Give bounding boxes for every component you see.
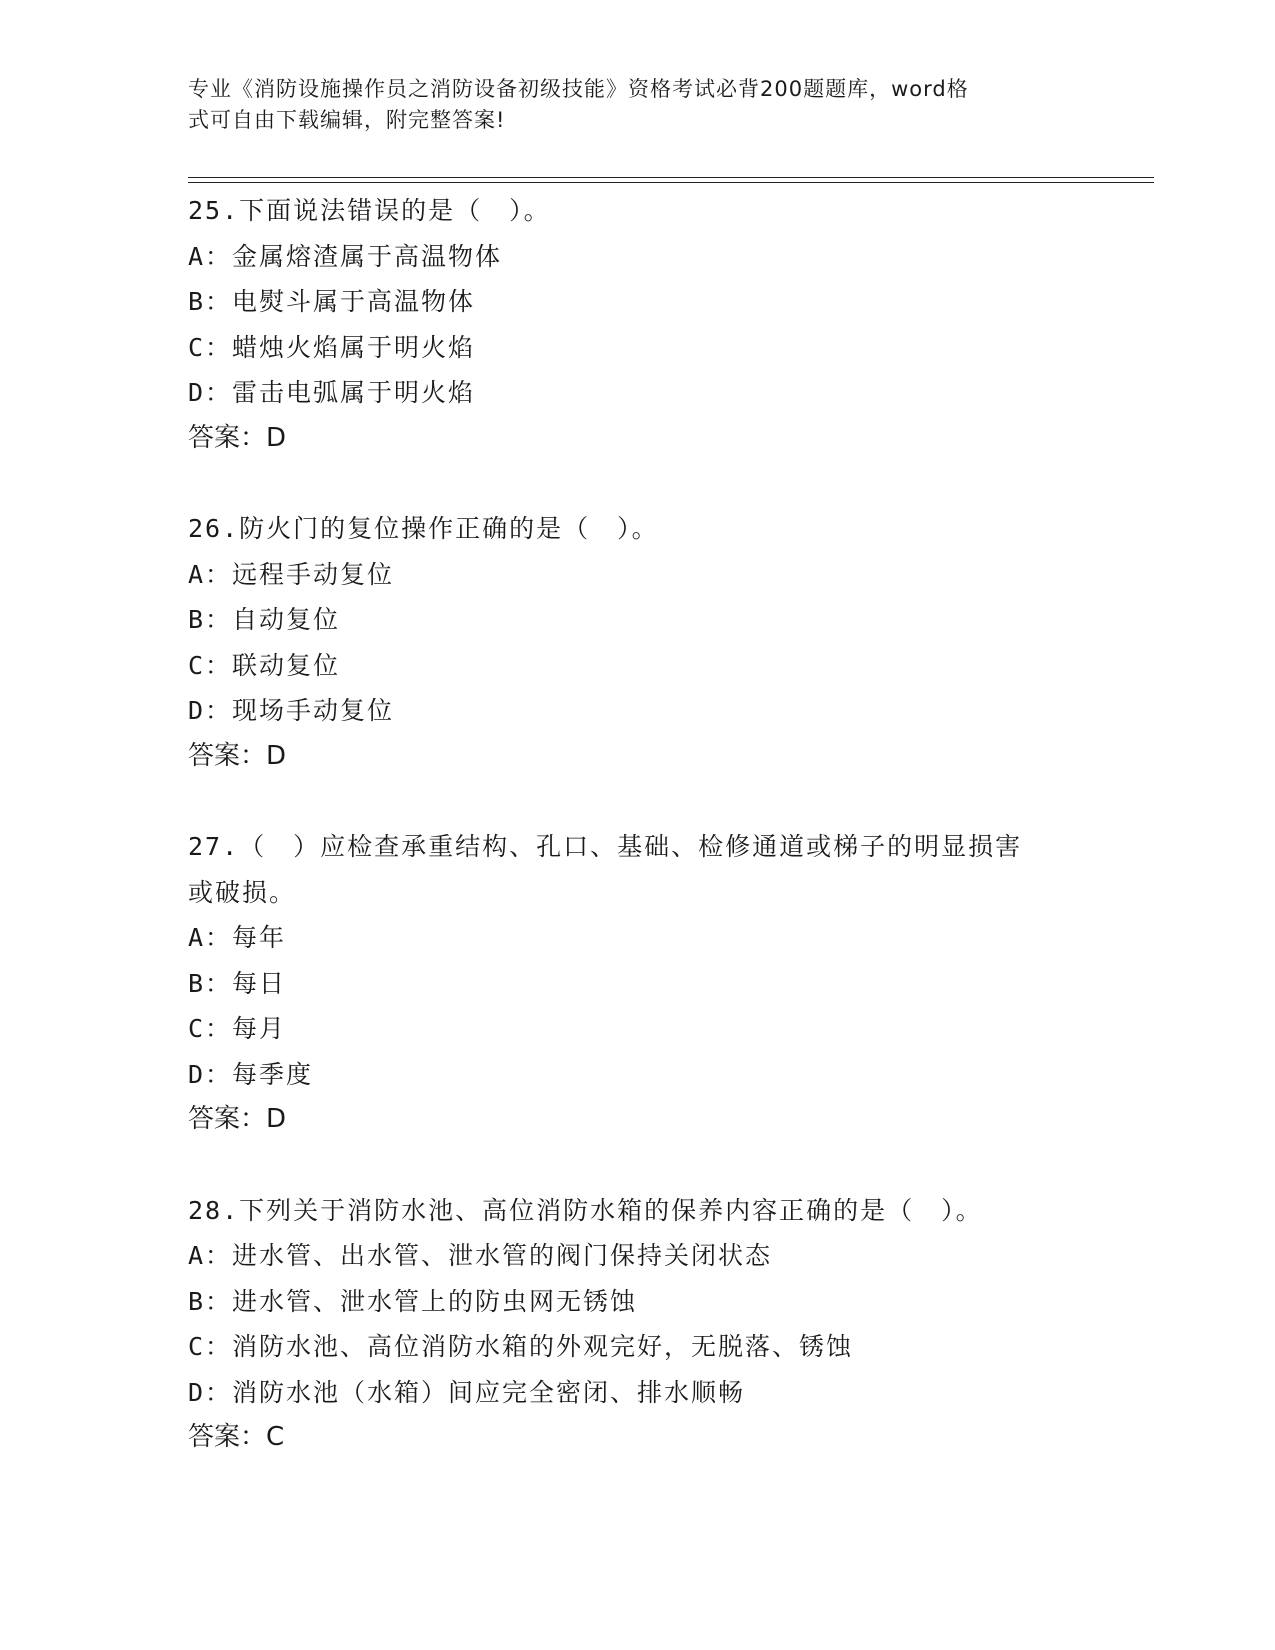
option-b: B：电熨斗属于高温物体 <box>188 287 476 316</box>
answer-label: 答案：D <box>188 422 287 453</box>
question-27 <box>188 824 1088 1143</box>
answer-label: 答案：C <box>188 1422 285 1452</box>
option-b: B：进水管、泄水管上的防虫网无锈蚀 <box>188 1286 638 1316</box>
question-26 <box>188 506 1088 779</box>
question-stem: 27.（ ）应检查承重结构、孔口、基础、检修通道或梯子的明显损害 <box>188 832 1023 861</box>
question-stem: 28.下列关于消防水池、高位消防水箱的保养内容正确的是（ ）。 <box>188 1195 983 1225</box>
option-b: B：自动复位 <box>188 605 341 634</box>
question-spacer <box>188 461 1088 506</box>
option-c: C：联动复位 <box>188 650 341 680</box>
option-a: A：远程手动复位 <box>188 559 395 589</box>
option-d: D：消防水池（水箱）间应完全密闭、排水顺畅 <box>188 1377 746 1407</box>
question-list <box>188 188 1088 1461</box>
answer-label: 答案：D <box>188 1104 287 1134</box>
option-c: C：每月 <box>188 1014 287 1043</box>
header-line-2: 式可自由下载编辑，附完整答案! <box>188 108 506 132</box>
header-divider-bottom <box>188 182 1154 183</box>
option-a: A：每年 <box>188 923 287 952</box>
question-spacer <box>188 1143 1088 1188</box>
option-a: A：金属熔渣属于高温物体 <box>188 241 503 271</box>
option-d: D：雷击电弧属于明火焰 <box>188 378 476 407</box>
option-a: A：进水管、出水管、泄水管的阀门保持关闭状态 <box>188 1241 773 1270</box>
option-b: B：每日 <box>188 968 287 998</box>
question-28 <box>188 1188 1088 1461</box>
question-stem: 25.下面说法错误的是（ ）。 <box>188 196 551 225</box>
document-header <box>188 74 1068 136</box>
option-c: C：消防水池、高位消防水箱的外观完好，无脱落、锈蚀 <box>188 1332 854 1361</box>
question-stem: 26.防火门的复位操作正确的是（ ）。 <box>188 514 659 543</box>
header-divider-top <box>188 177 1154 178</box>
answer-label: 答案：D <box>188 740 287 771</box>
option-c: C：蜡烛火焰属于明火焰 <box>188 332 476 362</box>
question-25 <box>188 188 1088 461</box>
option-d: D：每季度 <box>188 1059 314 1089</box>
header-line-1: 专业《消防设施操作员之消防设备初级技能》资格考试必背200题题库，word格 <box>188 77 969 101</box>
option-d: D：现场手动复位 <box>188 696 395 725</box>
question-stem-continued: 或破损。 <box>188 877 297 907</box>
question-spacer <box>188 779 1088 824</box>
